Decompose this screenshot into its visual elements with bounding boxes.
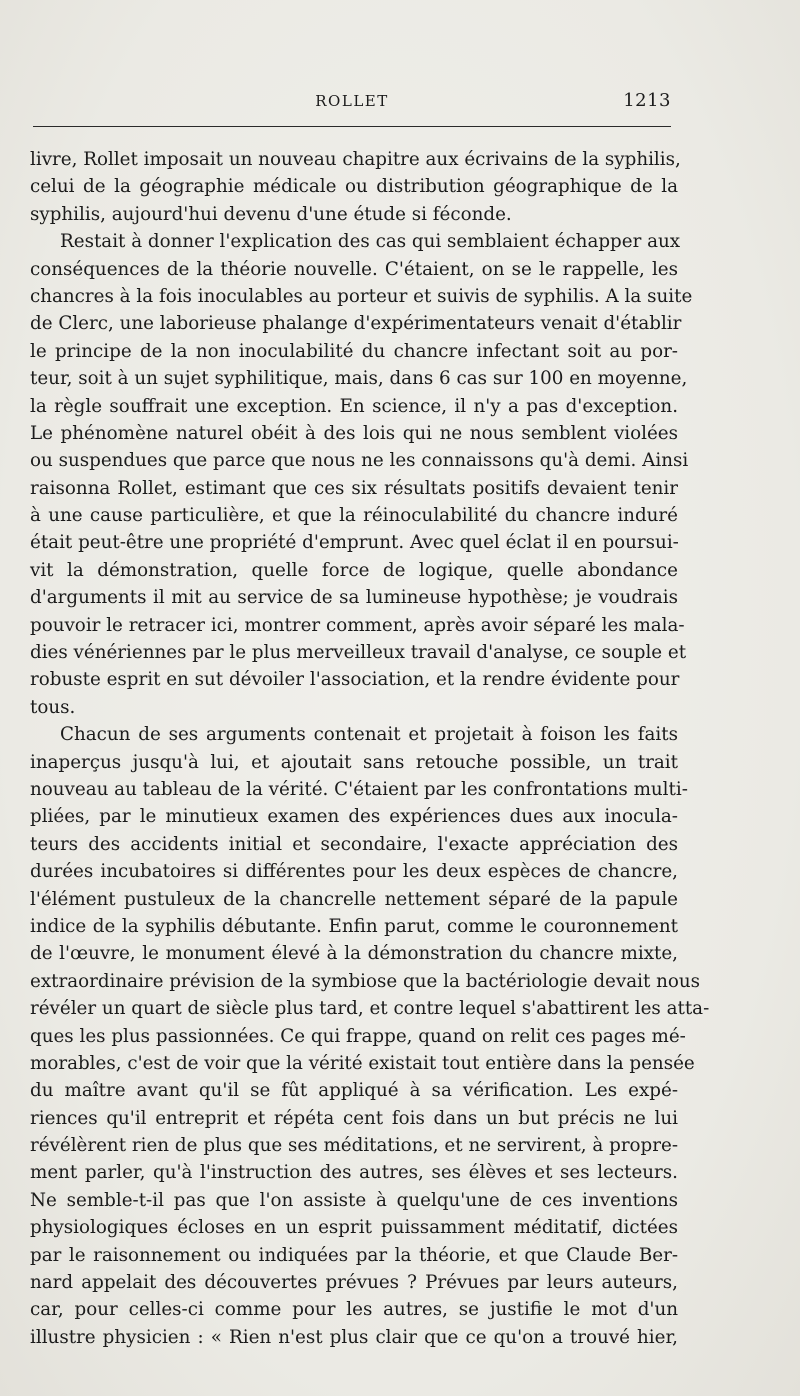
text-line: inaperçus jusqu'à lui, et ajoutait sans retouche possible, un trait [30,751,678,773]
text-line: physiologiques écloses en un esprit puissamment méditatif, dictées [30,1217,678,1239]
text-line: l'élément pustuleux de la chancrelle nettement séparé de la papule [30,888,678,910]
text-line: révélèrent rien de plus que ses méditations, et ne servirent, à propre- [30,1135,678,1157]
text-line: raisonna Rollet, estimant que ces six résultats positifs devaient tenir [30,477,678,499]
text-line: livre, Rollet imposait un nouveau chapitre aux écrivains de la syphilis, [30,149,681,170]
text-line: Chacun de ses arguments contenait et projetait à foison les faits [60,724,678,746]
text-line: Restait à donner l'explication des cas qui semblaient échapper aux [60,231,681,253]
text-line: Le phénomène naturel obéit à des lois qui ne nous semblent violées [30,422,678,444]
page-number: 1213 [623,90,671,111]
text-line: teur, soit à un sujet syphilitique, mais, dans 6 cas sur 100 en moyenne, [30,368,688,390]
text-line: ques les plus passionnées. Ce qui frappe, quand on relit ces pages mé- [30,1025,686,1047]
page-header [33,88,671,118]
text-line: dies vénériennes par le plus merveilleux travail d'analyse, ce souple et [30,642,687,664]
text-line: celui de la géographie médicale ou distribution géographique de la [30,176,678,198]
text-line: de Clerc, une laborieuse phalange d'expérimentateurs venait d'établir [30,313,682,335]
text-line: car, pour celles-ci comme pour les autres, se justifie le mot d'un [30,1299,678,1321]
text-line: à une cause particulière, et que la réinoculabilité du chancre induré [30,505,678,527]
text-line: de l'œuvre, le monument élevé à la démonstration du chancre mixte, [30,943,678,965]
text-line: pliées, par le minutieux examen des expériences dues aux inocula- [30,806,678,828]
text-line: nard appelait des découvertes prévues ? Prévues par leurs auteurs, [30,1272,678,1294]
text-line: morables, c'est de voir que la vérité existait tout entière dans la pensée [30,1052,695,1074]
text-line: nouveau au tableau de la vérité. C'étaient par les confrontations multi- [30,778,688,800]
text-line: tous. [30,696,76,718]
text-line: était peut-être une propriété d'emprunt. Avec quel éclat il en poursui- [30,532,679,554]
text-line: du maître avant qu'il se fût appliqué à sa vérification. Les expé- [30,1080,678,1102]
text-line: le principe de la non inoculabilité du chancre infectant soit au por- [30,340,678,362]
running-head: ROLLET [315,92,389,110]
text-line: par le raisonnement ou indiquées par la théorie, et que Claude Ber- [30,1244,678,1266]
text-line: illustre physicien : « Rien n'est plus clair que ce qu'on a trouvé hier, [30,1326,678,1348]
text-line: pouvoir le retracer ici, montrer comment, après avoir séparé les mala- [30,614,685,636]
text-line: chancres à la fois inoculables au porteur et suivis de syphilis. A la suite [30,285,693,307]
header-rule [33,126,671,127]
body-text [30,146,710,1351]
text-line: riences qu'il entreprit et répéta cent fois dans un but précis ne lui [30,1107,678,1129]
text-line: Ne semble-t-il pas que l'on assiste à quelqu'une de ces inventions [30,1189,678,1211]
text-line: extraordinaire prévision de la symbiose que la bactériologie devait nous [30,970,701,992]
text-line: vit la démonstration, quelle force de logique, quelle abondance [30,559,678,581]
text-line: conséquences de la théorie nouvelle. C'étaient, on se le rappelle, les [30,258,678,280]
text-line: durées incubatoires si différentes pour les deux espèces de chancre, [30,861,678,883]
text-line: robuste esprit en sut dévoiler l'association, et la rendre évidente pour [30,669,680,691]
text-line: la règle souffrait une exception. En science, il n'y a pas d'exception. [30,395,678,417]
text-line: d'arguments il mit au service de sa lumineuse hypothèse; je voudrais [30,587,678,609]
text-line: révéler un quart de siècle plus tard, et contre lequel s'abattirent les atta- [30,998,710,1020]
text-line: ment parler, qu'à l'instruction des autres, ses élèves et ses lecteurs. [30,1162,678,1184]
text-line: syphilis, aujourd'hui devenu d'une étude si féconde. [30,203,512,225]
text-line: teurs des accidents initial et secondaire, l'exacte appréciation des [30,833,678,855]
text-line: ou suspendues que parce que nous ne les connaissons qu'à demi. Ainsi [30,450,689,472]
text-line: indice de la syphilis débutante. Enfin parut, comme le couronnement [30,915,678,937]
